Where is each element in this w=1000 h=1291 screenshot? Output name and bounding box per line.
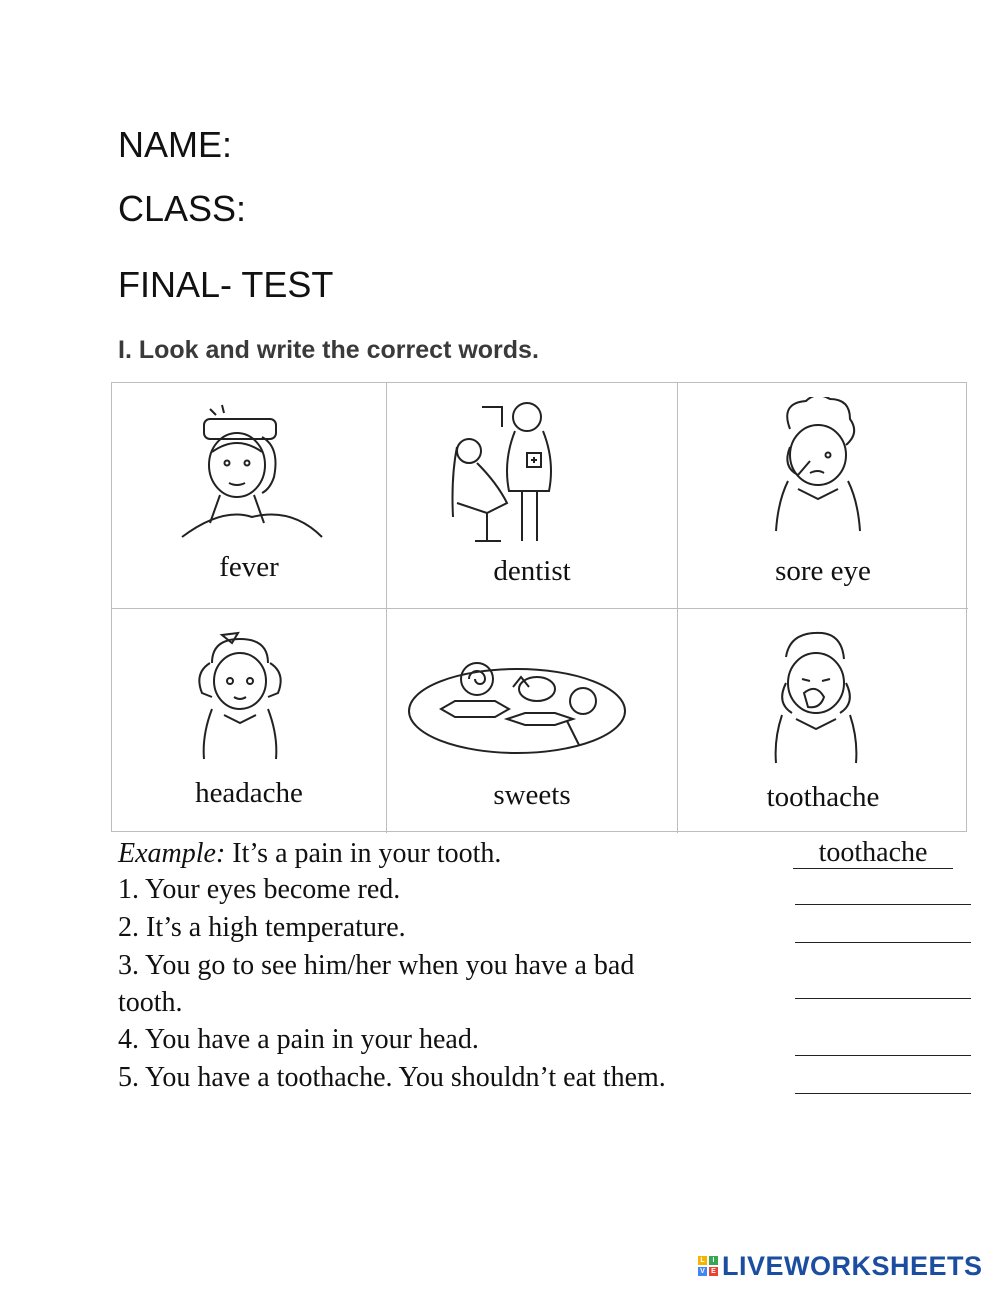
answer-blank-4[interactable] <box>795 1055 971 1056</box>
question-4: 4. You have a pain in your head. <box>118 1024 479 1055</box>
question-3-continued: tooth. <box>118 987 183 1018</box>
class-label: CLASS: <box>118 188 247 229</box>
picture-label: dentist <box>493 555 571 587</box>
answer-blank-5[interactable] <box>795 1093 971 1094</box>
boy-rubbing-eye-icon <box>678 397 968 547</box>
plate-of-candies-icon <box>387 623 678 773</box>
question-5: 5. You have a toothache. You shouldn’t eat them. <box>118 1062 666 1093</box>
dentist-with-patient-icon <box>387 397 678 547</box>
answer-blank-1[interactable] <box>795 904 971 905</box>
picture-label: sweets <box>493 779 571 811</box>
question-1: 1. Your eyes become red. <box>118 874 401 905</box>
picture-label: fever <box>219 551 279 583</box>
boy-holding-cheek-icon <box>678 623 968 773</box>
picture-cell-toothache <box>678 609 968 833</box>
logo-blocks-icon <box>698 1256 718 1276</box>
picture-cell-headache <box>112 609 387 833</box>
girl-holding-head-icon <box>112 623 387 773</box>
picture-grid <box>111 382 967 832</box>
logo-text: LIVEWORKSHEETS <box>722 1250 983 1281</box>
picture-label: toothache <box>766 781 880 813</box>
answer-blank-3[interactable] <box>795 998 971 999</box>
instruction-heading: I. Look and write the correct words. <box>118 336 539 364</box>
logo-block: I <box>709 1256 718 1265</box>
question-3: 3. You go to see him/her when you have a bad <box>118 950 635 981</box>
picture-cell-sweets <box>387 609 678 833</box>
example-question <box>118 838 501 870</box>
logo-block: E <box>709 1267 718 1276</box>
boy-with-ice-pack-icon <box>112 397 387 547</box>
name-label: NAME: <box>118 124 233 165</box>
picture-cell-fever <box>112 383 387 609</box>
picture-label: headache <box>195 777 303 809</box>
picture-cell-sore-eye <box>678 383 968 609</box>
example-answer: toothache <box>793 838 953 869</box>
logo-block: V <box>698 1267 707 1276</box>
example-prefix: Example: <box>118 838 226 869</box>
liveworksheets-logo[interactable] <box>698 1250 983 1282</box>
example-text: It’s a pain in your tooth. <box>225 838 502 869</box>
picture-label: sore eye <box>775 555 871 587</box>
logo-block: L <box>698 1256 707 1265</box>
picture-cell-dentist <box>387 383 678 609</box>
question-2: 2. It’s a high temperature. <box>118 912 406 943</box>
test-title: FINAL- TEST <box>118 264 334 305</box>
answer-blank-2[interactable] <box>795 942 971 943</box>
